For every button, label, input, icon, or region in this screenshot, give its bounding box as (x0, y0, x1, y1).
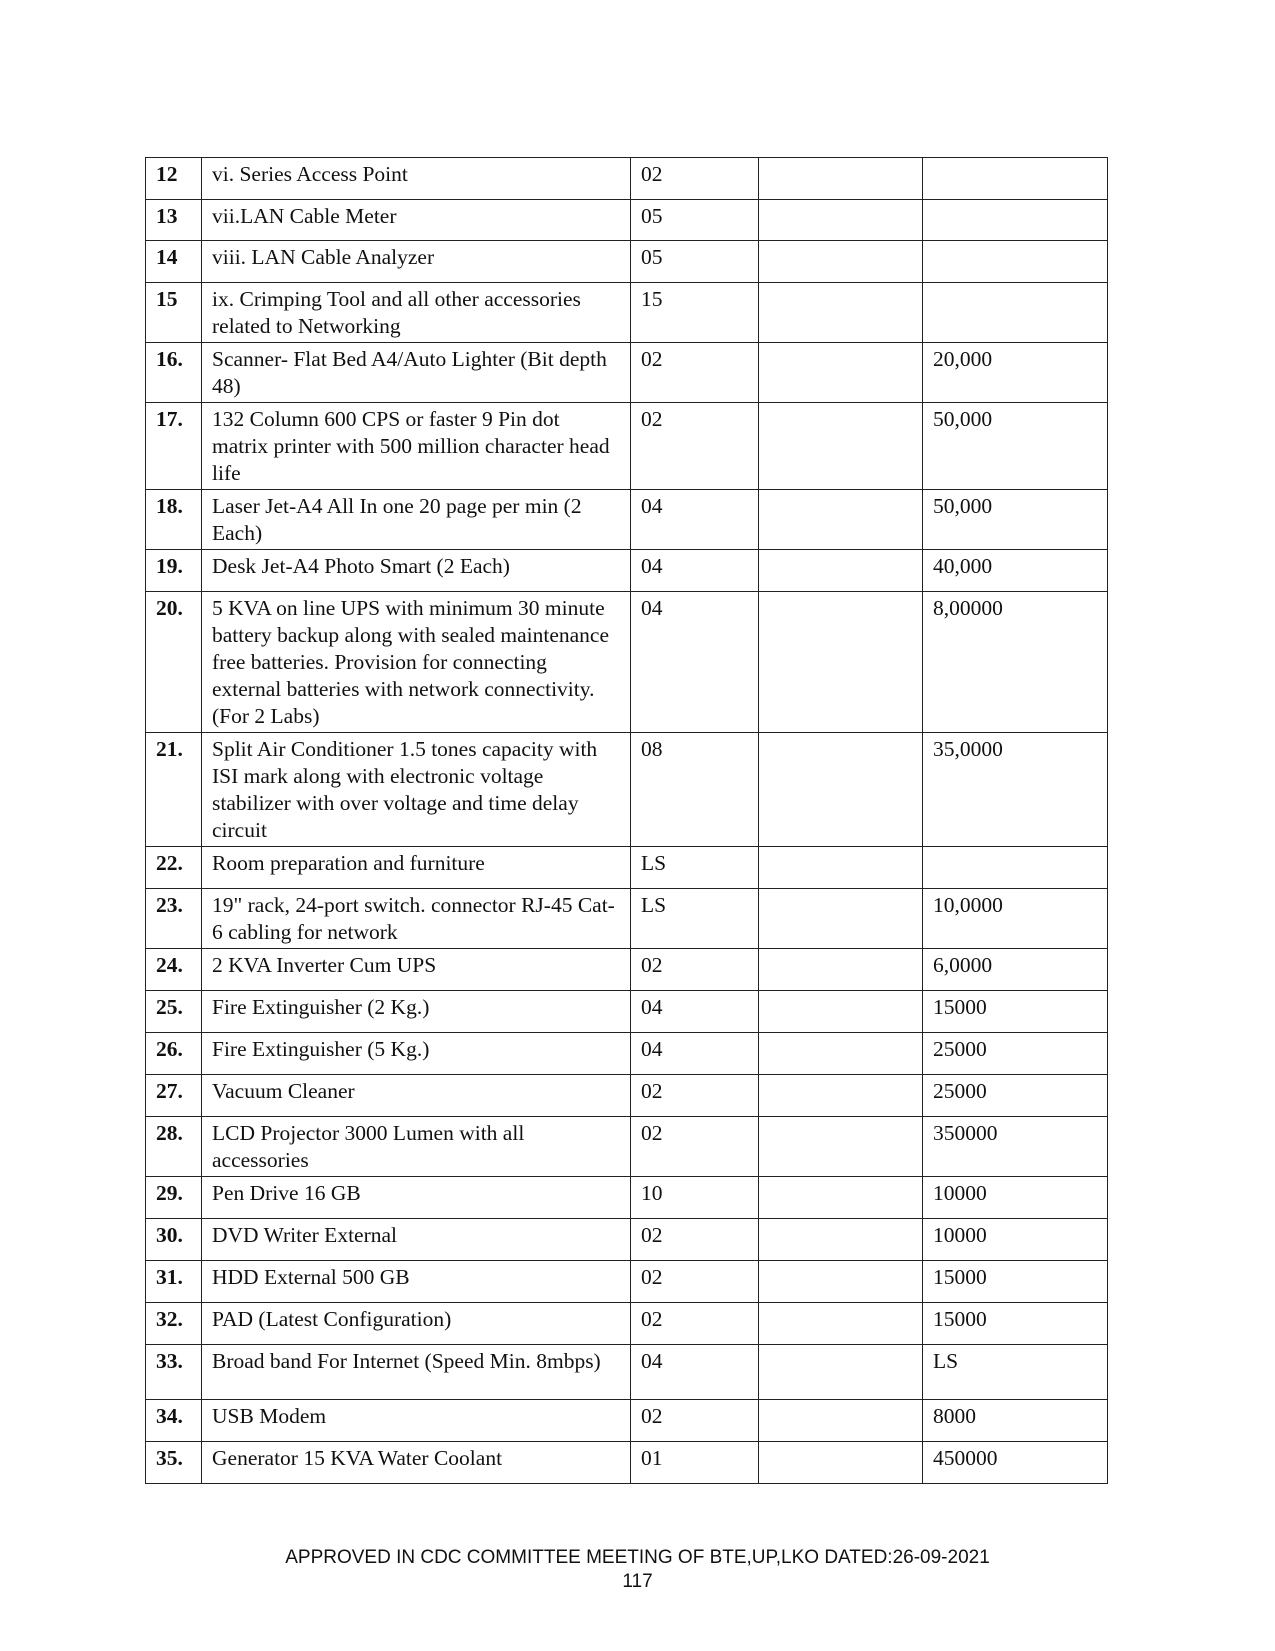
table-row (146, 889, 1108, 949)
item-blank-cell (759, 949, 923, 991)
item-cost: 15000 (923, 1261, 1108, 1303)
item-description: Scanner- Flat Bed A4/Auto Lighter (Bit depth 48) (202, 343, 631, 403)
item-cost: 40,000 (923, 550, 1108, 592)
item-quantity: 02 (631, 949, 759, 991)
item-quantity: 15 (631, 283, 759, 343)
item-quantity: 04 (631, 1033, 759, 1075)
item-blank-cell (759, 1033, 923, 1075)
item-cost: 6,0000 (923, 949, 1108, 991)
item-number: 14 (146, 241, 202, 283)
item-number: 29. (146, 1177, 202, 1219)
item-quantity: 10 (631, 1177, 759, 1219)
table-row (146, 1219, 1108, 1261)
table-row (146, 1177, 1108, 1219)
item-cost (923, 200, 1108, 241)
item-cost: 35,0000 (923, 733, 1108, 847)
item-description: Pen Drive 16 GB (202, 1177, 631, 1219)
table-row (146, 550, 1108, 592)
item-description: HDD External 500 GB (202, 1261, 631, 1303)
item-number: 15 (146, 283, 202, 343)
item-quantity: LS (631, 889, 759, 949)
item-description: vii.LAN Cable Meter (202, 200, 631, 241)
item-description: Desk Jet-A4 Photo Smart (2 Each) (202, 550, 631, 592)
item-description: vi. Series Access Point (202, 158, 631, 200)
item-cost: 15000 (923, 1303, 1108, 1345)
item-description: Fire Extinguisher (5 Kg.) (202, 1033, 631, 1075)
item-quantity: 08 (631, 733, 759, 847)
item-blank-cell (759, 1345, 923, 1400)
item-cost: 8000 (923, 1400, 1108, 1442)
item-description: ix. Crimping Tool and all other accessories related to Networking (202, 283, 631, 343)
table-row (146, 1117, 1108, 1177)
table-row (146, 1261, 1108, 1303)
item-description: Split Air Conditioner 1.5 tones capacity with ISI mark along with electronic voltage stabilizer with over voltage and time delay circuit (202, 733, 631, 847)
equipment-table (145, 157, 1108, 1484)
item-cost: 10,0000 (923, 889, 1108, 949)
item-blank-cell (759, 847, 923, 889)
item-quantity: 02 (631, 1117, 759, 1177)
table-row (146, 1442, 1108, 1484)
item-number: 32. (146, 1303, 202, 1345)
item-blank-cell (759, 158, 923, 200)
equipment-table-container (145, 157, 1107, 1484)
item-number: 19. (146, 550, 202, 592)
item-description: Room preparation and furniture (202, 847, 631, 889)
item-quantity: 05 (631, 200, 759, 241)
item-cost: 25000 (923, 1033, 1108, 1075)
item-blank-cell (759, 1400, 923, 1442)
item-blank-cell (759, 1219, 923, 1261)
table-row (146, 592, 1108, 733)
table-row (146, 847, 1108, 889)
item-blank-cell (759, 550, 923, 592)
item-blank-cell (759, 991, 923, 1033)
item-number: 34. (146, 1400, 202, 1442)
item-blank-cell (759, 490, 923, 550)
item-cost: 20,000 (923, 343, 1108, 403)
table-row (146, 949, 1108, 991)
item-cost (923, 283, 1108, 343)
item-number: 35. (146, 1442, 202, 1484)
item-quantity: 01 (631, 1442, 759, 1484)
item-number: 26. (146, 1033, 202, 1075)
table-row (146, 991, 1108, 1033)
item-blank-cell (759, 283, 923, 343)
item-cost (923, 241, 1108, 283)
table-row (146, 403, 1108, 490)
item-number: 30. (146, 1219, 202, 1261)
item-description: Laser Jet-A4 All In one 20 page per min (2 Each) (202, 490, 631, 550)
item-blank-cell (759, 1261, 923, 1303)
item-blank-cell (759, 343, 923, 403)
table-row (146, 1303, 1108, 1345)
item-description: Broad band For Internet (Speed Min. 8mbps) (202, 1345, 631, 1400)
item-description: USB Modem (202, 1400, 631, 1442)
item-description: Fire Extinguisher (2 Kg.) (202, 991, 631, 1033)
item-blank-cell (759, 241, 923, 283)
item-cost (923, 158, 1108, 200)
item-quantity: 02 (631, 1219, 759, 1261)
item-description: 5 KVA on line UPS with minimum 30 minute battery backup along with sealed maintenance free batteries. Provision for connecting external batteries with network connectivity.(For 2 Labs) (202, 592, 631, 733)
item-quantity: 04 (631, 1345, 759, 1400)
item-description: 2 KVA Inverter Cum UPS (202, 949, 631, 991)
item-cost: 50,000 (923, 490, 1108, 550)
item-number: 24. (146, 949, 202, 991)
item-number: 16. (146, 343, 202, 403)
table-row (146, 241, 1108, 283)
page-footer (0, 1546, 1275, 1594)
table-row (146, 490, 1108, 550)
page-number: 117 (622, 1571, 653, 1592)
item-number: 18. (146, 490, 202, 550)
item-cost: 10000 (923, 1219, 1108, 1261)
item-quantity: 02 (631, 403, 759, 490)
item-blank-cell (759, 1075, 923, 1117)
item-number: 28. (146, 1117, 202, 1177)
item-blank-cell (759, 1442, 923, 1484)
table-row (146, 1345, 1108, 1400)
item-cost: 25000 (923, 1075, 1108, 1117)
item-description: viii. LAN Cable Analyzer (202, 241, 631, 283)
item-number: 33. (146, 1345, 202, 1400)
item-number: 31. (146, 1261, 202, 1303)
table-row (146, 200, 1108, 241)
item-description: Vacuum Cleaner (202, 1075, 631, 1117)
item-number: 17. (146, 403, 202, 490)
item-quantity: 04 (631, 550, 759, 592)
item-cost: LS (923, 1345, 1108, 1400)
item-number: 21. (146, 733, 202, 847)
item-quantity: 02 (631, 1261, 759, 1303)
equipment-table-body (146, 158, 1108, 1484)
table-row (146, 1033, 1108, 1075)
table-row (146, 158, 1108, 200)
table-row (146, 1075, 1108, 1117)
item-cost: 15000 (923, 991, 1108, 1033)
item-number: 20. (146, 592, 202, 733)
item-description: 132 Column 600 CPS or faster 9 Pin dot matrix printer with 500 million character head life (202, 403, 631, 490)
item-description: Generator 15 KVA Water Coolant (202, 1442, 631, 1484)
item-quantity: 02 (631, 343, 759, 403)
item-quantity: 05 (631, 241, 759, 283)
item-description: LCD Projector 3000 Lumen with all accessories (202, 1117, 631, 1177)
item-quantity: 04 (631, 991, 759, 1033)
table-row (146, 733, 1108, 847)
item-blank-cell (759, 1303, 923, 1345)
item-blank-cell (759, 1177, 923, 1219)
item-number: 13 (146, 200, 202, 241)
table-row (146, 343, 1108, 403)
item-number: 23. (146, 889, 202, 949)
item-quantity: LS (631, 847, 759, 889)
item-blank-cell (759, 403, 923, 490)
item-number: 22. (146, 847, 202, 889)
item-cost: 350000 (923, 1117, 1108, 1177)
item-number: 12 (146, 158, 202, 200)
item-cost: 8,00000 (923, 592, 1108, 733)
item-number: 27. (146, 1075, 202, 1117)
item-blank-cell (759, 1117, 923, 1177)
item-blank-cell (759, 733, 923, 847)
item-cost: 50,000 (923, 403, 1108, 490)
item-cost: 450000 (923, 1442, 1108, 1484)
item-blank-cell (759, 200, 923, 241)
item-blank-cell (759, 889, 923, 949)
table-row (146, 283, 1108, 343)
item-description: DVD Writer External (202, 1219, 631, 1261)
item-quantity: 02 (631, 1303, 759, 1345)
item-quantity: 02 (631, 1400, 759, 1442)
table-row (146, 1400, 1108, 1442)
item-blank-cell (759, 592, 923, 733)
item-number: 25. (146, 991, 202, 1033)
approval-note: APPROVED IN CDC COMMITTEE MEETING OF BTE,UP,LKO DATED:26-09-2021 (285, 1547, 990, 1568)
item-quantity: 04 (631, 490, 759, 550)
item-quantity: 02 (631, 1075, 759, 1117)
item-cost: 10000 (923, 1177, 1108, 1219)
item-quantity: 04 (631, 592, 759, 733)
item-quantity: 02 (631, 158, 759, 200)
item-description: 19" rack, 24-port switch. connector RJ-45 Cat-6 cabling for network (202, 889, 631, 949)
item-cost (923, 847, 1108, 889)
item-description: PAD (Latest Configuration) (202, 1303, 631, 1345)
